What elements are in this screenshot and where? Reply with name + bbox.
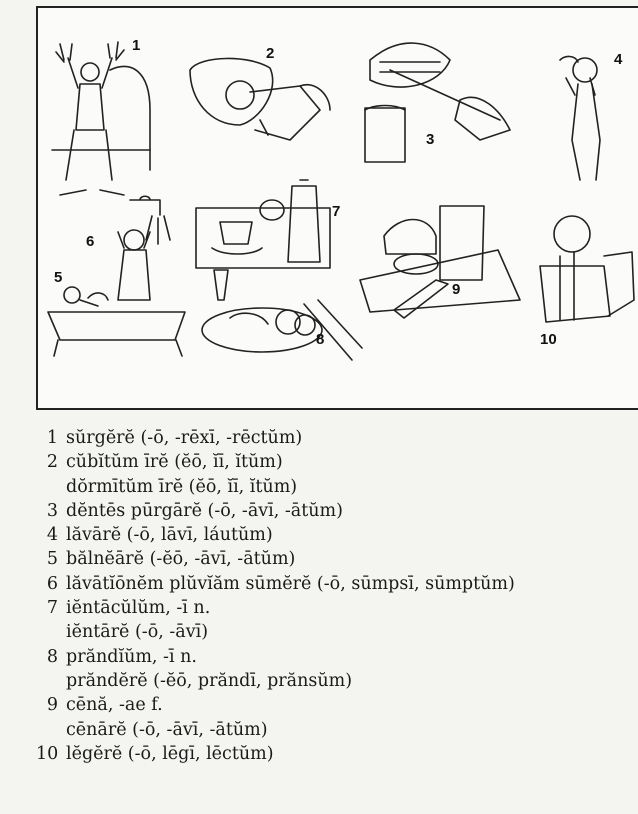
vocab-term: dŏrmītŭm īrĕ (ĕō, ĭī, ĭtŭm) [66,476,298,497]
vocab-row [36,620,626,644]
vocab-number: 10 [36,743,59,764]
vocab-number: 7 [46,598,58,619]
vocab-number: 5 [46,549,58,570]
vocab-term: bălnĕārĕ (-ĕō, -āvī, -ātŭm) [66,549,296,570]
vocab-term: lăvārĕ (-ō, lāvī, láutŭm) [66,525,273,546]
vocab-term: iĕntārĕ (-ō, -āvī) [66,622,209,643]
sleeping-boy-icon [190,58,330,140]
vocab-row [36,742,626,766]
vocab-term: cēnārĕ (-ō, -āvī, -ātŭm) [66,719,268,740]
vocab-row [36,475,626,499]
vocab-row [36,499,626,523]
vocab-number: 9 [46,695,58,716]
illus-number: 9 [452,281,461,298]
reading-man-icon [540,216,634,322]
vocab-row [36,572,626,596]
shower-icon [118,196,170,300]
illus-number: 10 [540,331,557,348]
vocab-term: prăndĕrĕ (-ĕō, prăndī, prănsŭm) [66,670,353,691]
illus-number: 2 [266,45,275,62]
vocab-number: 6 [46,573,58,594]
lunch-plate-icon [202,300,362,360]
vocab-row [36,523,626,547]
vocab-row [36,693,626,717]
vocab-number: 8 [46,646,58,667]
illus-number: 7 [332,203,341,220]
breakfast-tray-icon [196,180,330,300]
illus-number: 8 [316,331,325,348]
washing-face-icon [560,56,600,180]
illus-number: 4 [614,51,623,68]
vocab-number: 3 [46,500,58,521]
vocab-term: cŭbĭtŭm īrĕ (ĕō, ĭī, ĭtŭm) [66,452,283,473]
illus-number: 3 [426,131,435,148]
bath-icon [48,287,185,356]
waking-up-icon [52,42,150,195]
illus-number: 5 [54,269,63,286]
vocab-row [36,450,626,474]
illus-number: 1 [132,37,141,54]
vocab-row [36,547,626,571]
vocab-term: iĕntācŭlŭm, -ī n. [66,598,211,619]
brushing-teeth-icon [365,43,510,162]
illus-number: 6 [86,233,95,250]
vocab-number: 1 [46,428,58,448]
vocab-row [36,669,626,693]
vocab-term: sŭrgĕrĕ (-ō, -rēxī, -rēctŭm) [66,428,303,448]
vocabulary-list [36,426,626,766]
vocab-term: lăvātĭōnĕm plŭvĭăm sūmĕrĕ (-ō, sūmpsī, sūmptŭm) [66,573,515,594]
vocab-row [36,426,626,450]
vocab-number: 4 [46,525,58,546]
vocab-row [36,645,626,669]
vocab-row [36,718,626,742]
dinner-bread-icon [360,206,520,318]
vocab-number: 2 [46,452,58,473]
vocab-term: prăndĭŭm, -ī n. [66,646,197,667]
vocab-term: lĕgĕrĕ (-ō, lēgī, lēctŭm) [66,743,274,764]
vocab-term: dĕntēs pūrgārĕ (-ō, -āvī, -ātŭm) [66,500,343,521]
vocab-term: cēnă, -ae f. [66,695,163,716]
vocab-row [36,596,626,620]
